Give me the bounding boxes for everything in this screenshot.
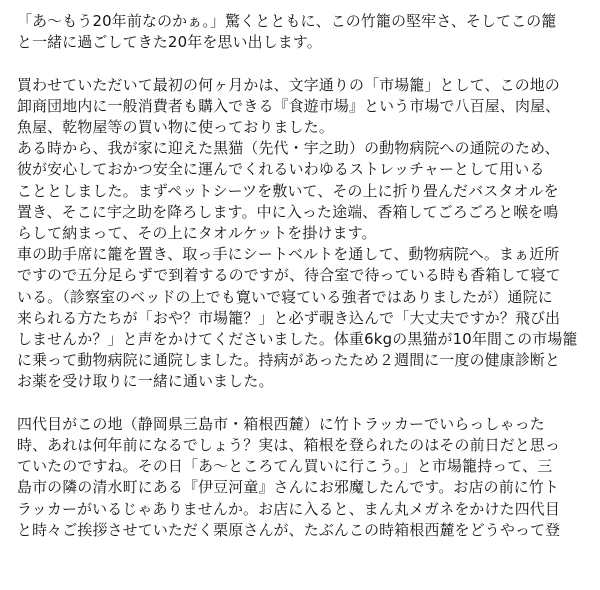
text-line: 時、あれは何年前になるでしょう？実は、箱根を登られたのはその前日だと思っ: [17, 436, 561, 455]
paragraph-fourth-generation: [17, 414, 586, 541]
text-line: 買わせていただいて最初の何ヶ月かは、文字通りの「市場籠」として、この地の: [17, 75, 560, 94]
text-line: 島市の隣の清水町にある『伊豆河童』さんにお邪魔したんです。お店の前に竹ト: [17, 478, 560, 497]
text-line: こととしました。まずペットシーツを敷いて、その上に折り畳んだバスタオルを: [17, 181, 559, 200]
paragraph-gap: [17, 53, 586, 74]
text-line: 四代目がこの地（静岡県三島市・箱根西麓）に竹トラッカーでいらっしゃった: [17, 414, 545, 433]
text-line: ある時から、我が家に迎えた黒猫（先代・宇之助）の動物病院への通院のため、: [17, 139, 560, 158]
text-line: 車の助手席に籠を置き、取っ手にシートベルトを通して、動物病院へ。まぁ近所: [17, 245, 560, 264]
text-line: 「あ〜もう20年前なのかぁ。」驚くとともに、この竹籠の堅牢さ、そしてこの籠: [17, 12, 557, 30]
text-line: と時々ご挨拶させていただく栗原さんが、たぶんこの時箱根西麓をどうやって登: [17, 520, 561, 539]
text-line: らして納まって、その上にタオルケットを掛けます。: [17, 224, 377, 243]
text-line: 置き、そこに宇之助を降ろします。中に入った途端、香箱してごろごろと喉を鳴: [17, 202, 559, 221]
text-line: ラッカーがいるじゃありませんか。お店に入ると、まん丸メガネをかけた四代目: [17, 499, 560, 518]
text-line: と一緒に過ごしてきた20年を思い出します。: [17, 33, 322, 52]
text-line: お薬を受け取りに一緒に通いました。: [17, 372, 274, 391]
text-line: 卸商団地内に一般消費者も購入できる『食遊市場』という市場で八百屋、肉屋、: [17, 96, 561, 115]
paragraph-opening: [17, 11, 586, 53]
paragraph-gap: [17, 393, 586, 414]
text-line: ですので五分足らずで到着するのですが、待合室で待っている時も香箱して寝て: [17, 266, 561, 285]
text-line: いる。（診察室のベッドの上でも寛いで寝ている強者ではありましたが）通院に: [17, 287, 553, 306]
text-line: しませんか？」と声をかけてくださいました。体重6kgの黒猫が10年間この市場籠: [17, 330, 578, 349]
text-line: に乗って動物病院に通院しました。持病があったため２週間に一度の健康診断と: [17, 351, 561, 370]
text-line: ていたのですね。その日「あ〜ところてん買いに行こう。」と市場籠持って、三: [17, 457, 553, 476]
text-line: 彼が安心しておかつ安全に運んでくれるいわゆるストレッチャーとして用いる: [17, 160, 545, 179]
paragraph-market-basket: [17, 75, 586, 393]
text-line: 来られる方たちが「おや？市場籠？」と必ず覗き込んで「大丈夫ですか？飛び出: [17, 308, 561, 327]
text-line: 魚屋、乾物屋等の買い物に使っておりました。: [17, 118, 334, 136]
